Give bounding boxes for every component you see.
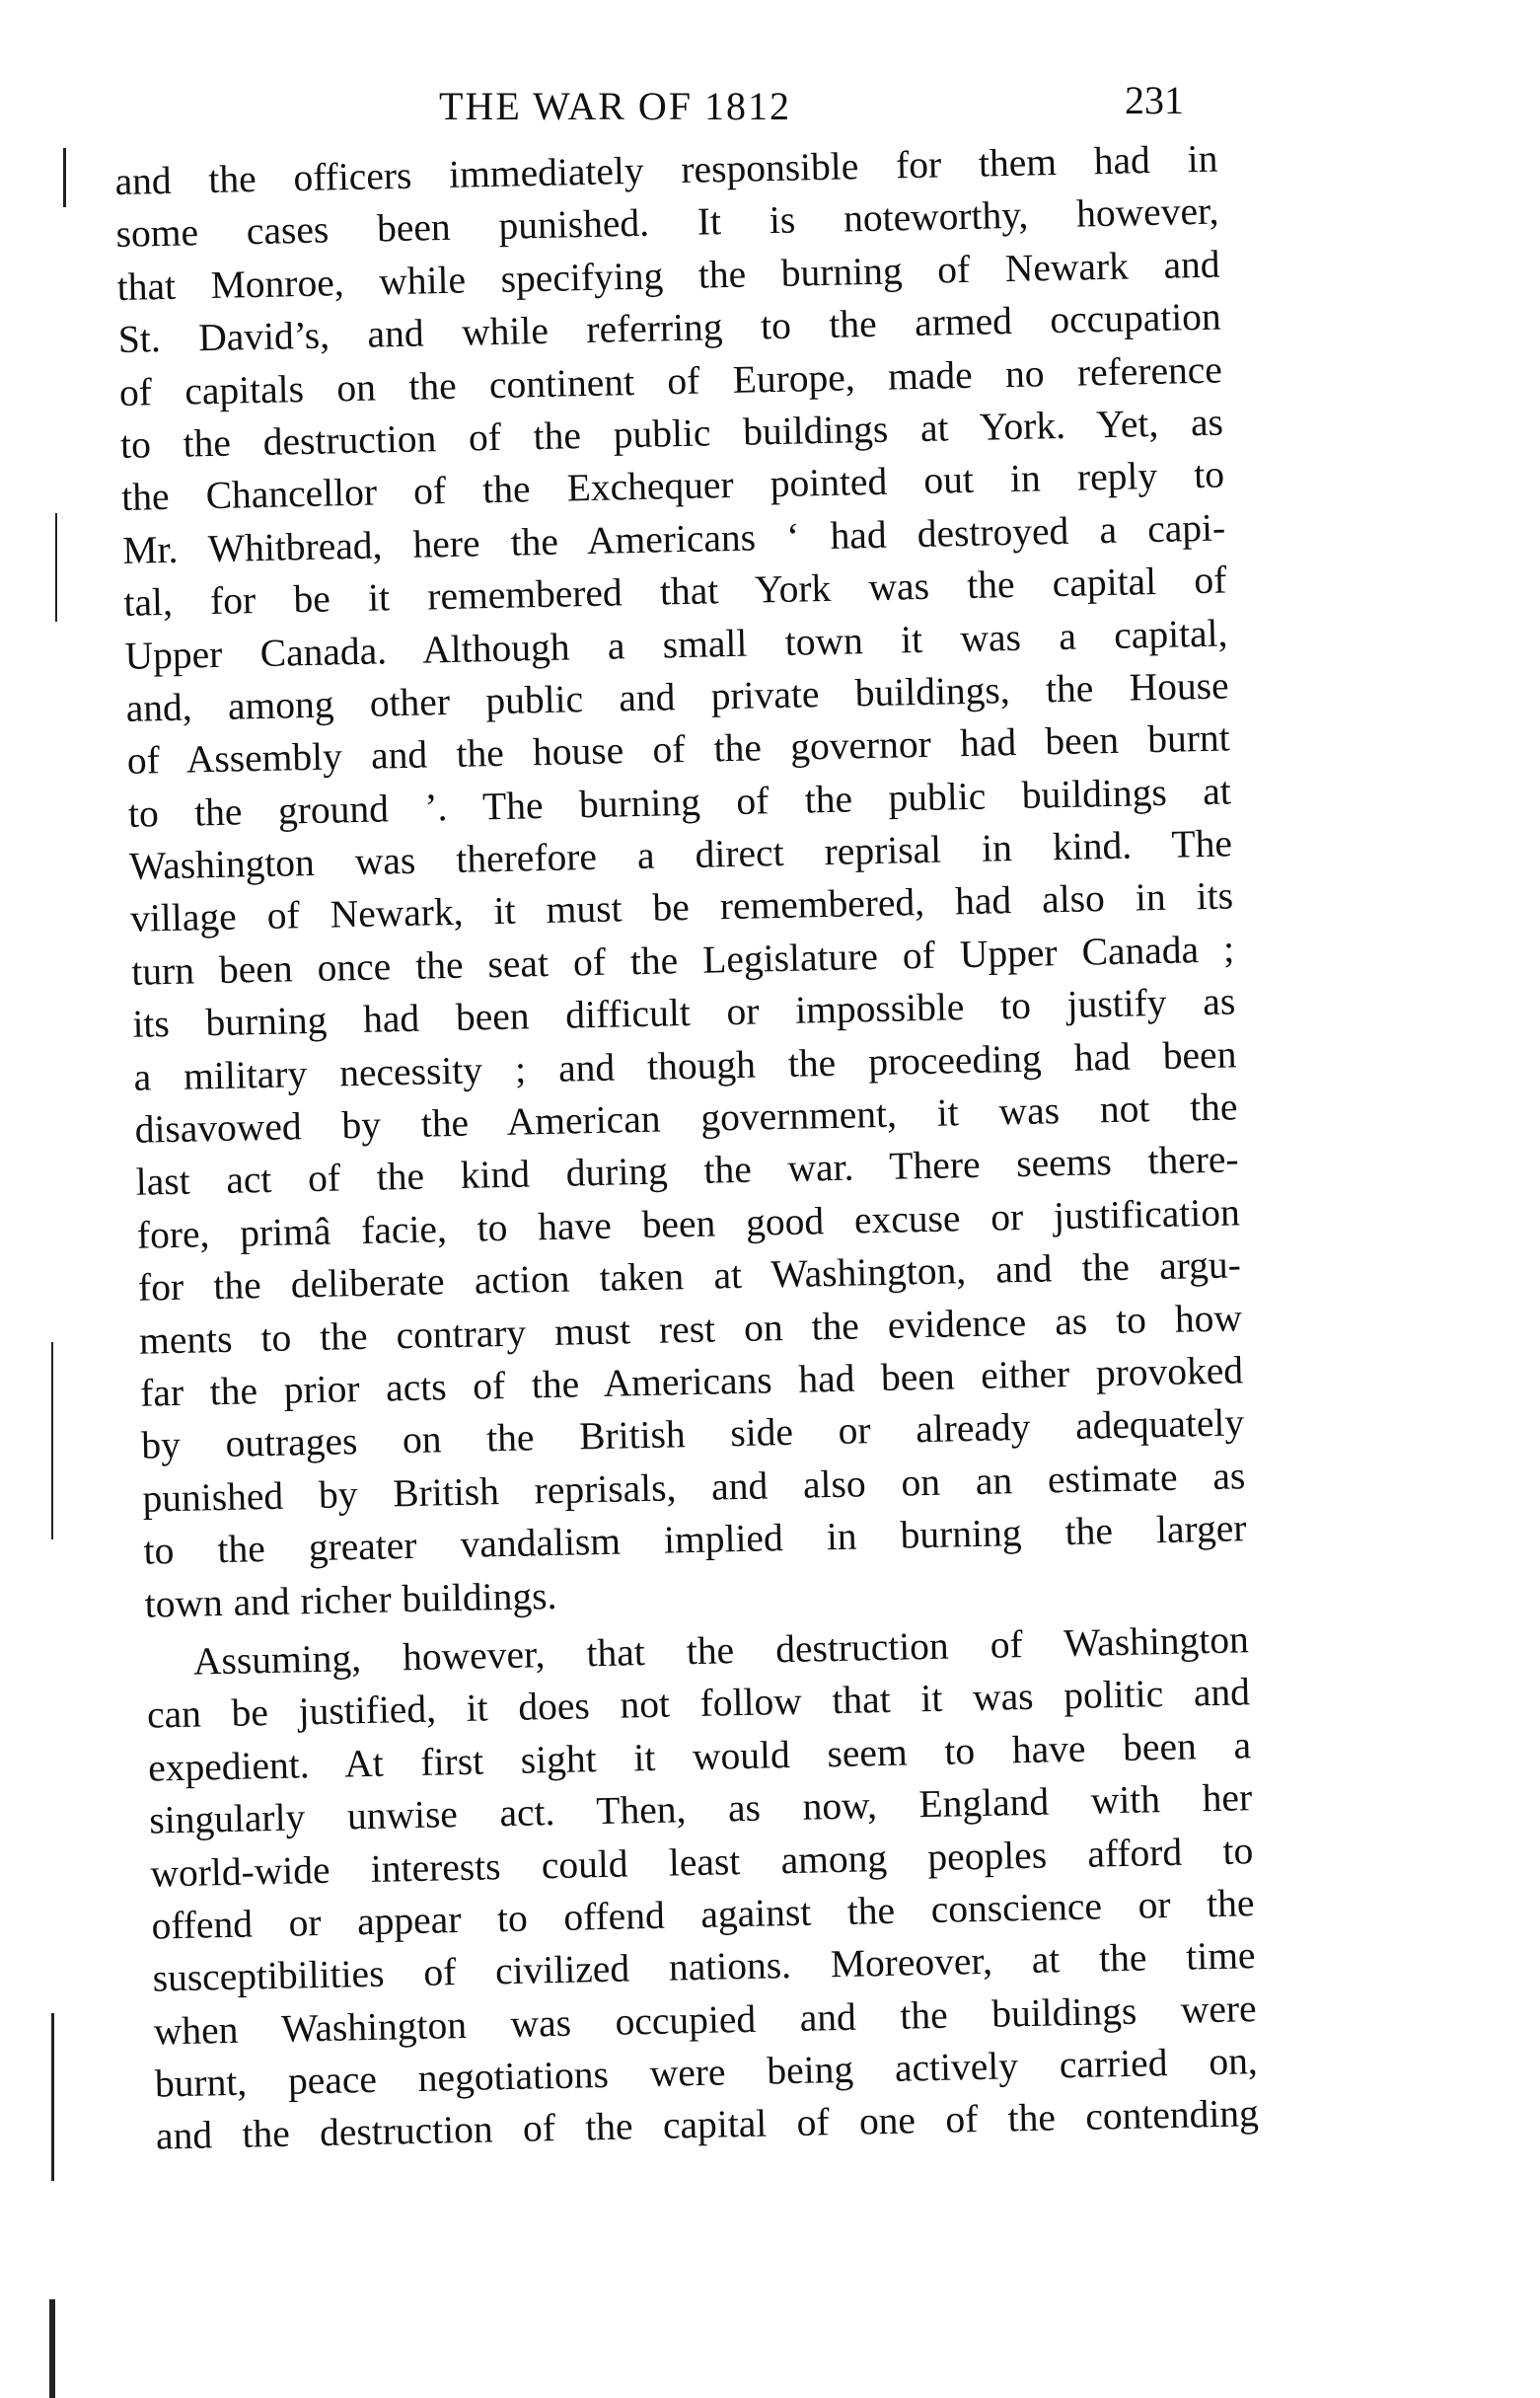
text-line: ments to the contrary must rest on the evidence as to how (138, 1295, 1243, 1363)
text-line: town and richer buildings. (144, 1573, 557, 1626)
text-line: some cases been punished. It is noteworthy, however, (115, 188, 1219, 257)
text-line: to the destruction of the public buildings at York. Yet, as (119, 400, 1224, 467)
text-line: tal, for be it remembered that York was the capital of (123, 558, 1227, 626)
text-line: far the prior acts of the Americans had been either provoked (139, 1348, 1244, 1415)
text-line: that Monroe, while specifying the burning of Newark and (116, 242, 1220, 309)
text-line: of capitals on the continent of Europe, made no reference (118, 347, 1223, 414)
text-line: susceptibilities of civilized nations. Moreover, at the time (152, 1933, 1256, 2000)
text-line: world-wide interests could least among peoples afford to (149, 1828, 1254, 1896)
paragraph (114, 133, 1248, 1631)
text-line: turn been once the seat of the Legislature of Upper Canada ; (130, 927, 1235, 994)
text-line: for the deliberate action taken at Washington, and the argu- (137, 1242, 1242, 1310)
text-line: Washington was therefore a direct reprisal in kind. The (128, 821, 1233, 888)
scan-margin-mark (51, 2013, 54, 2181)
text-line: village of Newark, it must be remembered, had also in its (129, 873, 1234, 941)
text-line: when Washington was occupied and the buildings were (153, 1986, 1258, 2054)
text-line: burnt, peace negotiations were being actively carried on, (154, 2039, 1259, 2106)
body-text (114, 133, 1259, 2164)
running-head (0, 77, 1540, 136)
text-line: its burning had been difficult or impossible to justify as (131, 979, 1236, 1047)
text-line: and, among other public and private buildings, the House (125, 663, 1229, 730)
text-line: St. David’s, and while referring to the armed occupation (117, 294, 1222, 362)
text-line: can be justified, it does not follow that it was politic and (146, 1670, 1251, 1737)
text-line: disavowed by the American government, it was not the (134, 1085, 1238, 1152)
paragraph (145, 1613, 1259, 2163)
text-line: to the ground ’. The burning of the public buildings at (127, 769, 1232, 836)
page-number: 231 (1125, 78, 1184, 122)
text-line: a military necessity ; and though the proceeding had been (133, 1032, 1237, 1099)
text-line: to the greater vandalism implied in burning the larger (143, 1506, 1247, 1573)
text-line: singularly unwise act. Then, as now, England with her (148, 1775, 1253, 1842)
text-line: the Chancellor of the Exchequer pointed out in reply to (120, 452, 1225, 520)
text-line: Mr. Whitbread, here the Americans ‘ had destroyed a capi- (121, 505, 1226, 572)
text-line: Upper Canada. Although a small town it was a capital, (124, 610, 1228, 678)
text-line: offend or appear to offend against the conscience or the (151, 1881, 1255, 1948)
text-line: fore, primâ facie, to have been good excuse or justification (136, 1190, 1241, 1257)
text-line: of Assembly and the house of the governor had been burnt (126, 715, 1231, 784)
text-line: by outrages on the British side or already adequately (140, 1400, 1245, 1468)
scan-margin-mark (63, 148, 66, 207)
scan-margin-mark (55, 513, 57, 622)
scan-margin-mark (51, 1342, 53, 1539)
text-line: and the officers immediately responsible for them had in (114, 136, 1218, 203)
text-line: punished by British reprisals, and also on an estimate as (142, 1454, 1246, 1521)
text-line: last act of the kind during the war. There seems there- (135, 1137, 1240, 1205)
scan-margin-mark (49, 2299, 55, 2398)
running-title: THE WAR OF 1812 (439, 84, 792, 128)
text-line: Assuming, however, that the destruction of Washington (192, 1617, 1250, 1684)
text-line: expedient. At first sight it would seem to have been a (147, 1722, 1252, 1790)
text-line: and the destruction of the capital of one of the contending (155, 2091, 1260, 2159)
